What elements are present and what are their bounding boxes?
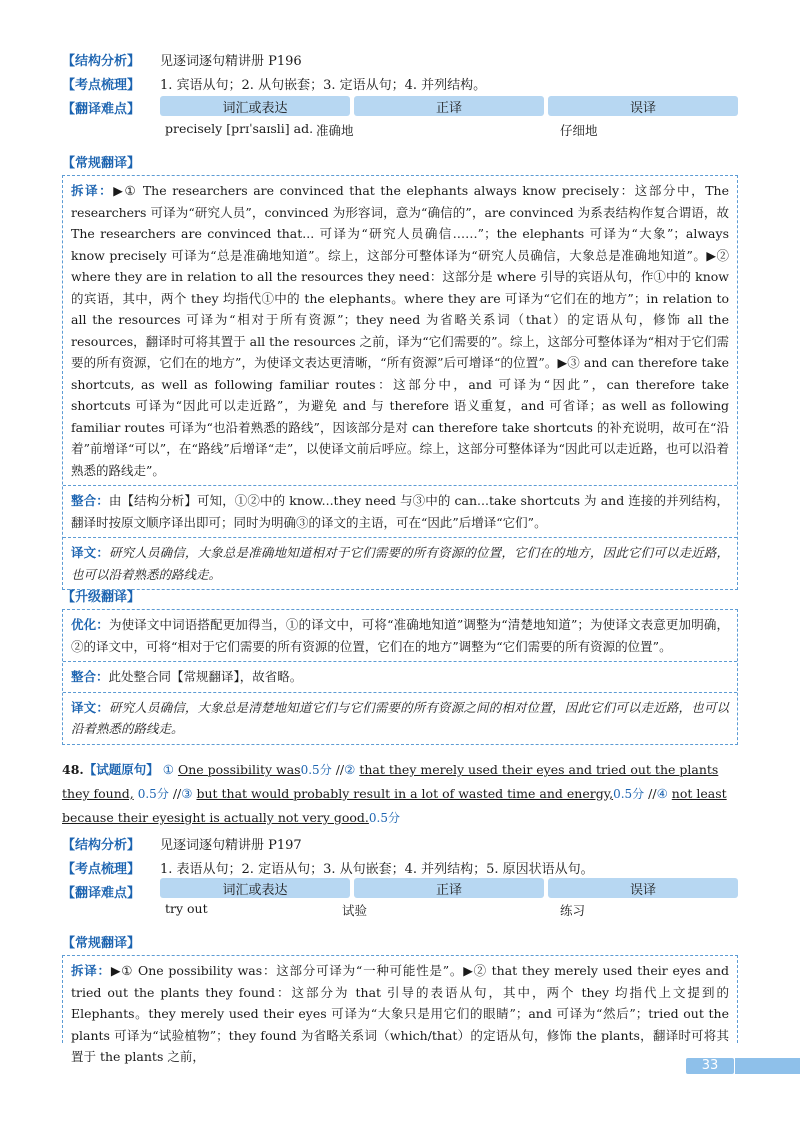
upgrade-zhenghe-text: 此处整合同【常规翻译】，故省略。 bbox=[108, 669, 303, 684]
chaiyi-label-2: 拆译： bbox=[71, 963, 111, 978]
upgrade-zhenghe-block bbox=[63, 661, 737, 692]
yiwen-text: 研究人员确信，大象总是准确地知道相对于它们需要的所有资源的位置，它们在的地方，因此它们可以走近路，也可以沿着熟悉的路线走。 bbox=[71, 545, 729, 582]
upgrade-zhenghe-label: 整合： bbox=[71, 669, 109, 684]
difficulty-label-2: 【翻译难点】 bbox=[62, 886, 141, 901]
table-cell-correct: 准确地 bbox=[316, 123, 354, 138]
table2-cell-correct: 试验 bbox=[342, 903, 368, 918]
phrase-3: but that would probably result in a lot of wasted time and energy, bbox=[196, 786, 614, 801]
yiwen-block bbox=[63, 537, 737, 589]
table-header-correct: 正译 bbox=[354, 96, 544, 116]
table2-header-correct: 正译 bbox=[354, 878, 544, 898]
table-cell-expression: precisely [prɪˈsaɪsli] ad. bbox=[165, 121, 314, 136]
zhenghe-label: 整合： bbox=[71, 493, 109, 508]
chaiyi-text: ▶① The researchers are convinced that the elephants always know precisely：这部分中，The researchers 可译为“研究人员”，convinced 为形容词，意为“确信的”，are convinced 为系表结构作复合谓语，故 The researchers are convinced that... 可译为“研究人员确信……”；the elephants 可译为“大象”；always know precisely 可译为“总是准确地知道”。综上，这部分可整体译为“研究人员确信，大象总是准确地知道”。▶② where they are in relation to all the resources they need：这部分是 where 引导的宾语从句，作①中的 know 的宾语，其中，两个 they 均指代①中的 the elephants。where they are 可译为“它们在的地方”；in relation to all the resources 可译为“相对于所有资源”；they need 为省略关系词（that）的定语从句，修饰 all the resources，翻译时可将其置于 all the resources 之前，译为“它们需要的”。综上，这部分可整体译为“相对于它们需要的所有资源，它们在的地方”，为使译文表达更清晰，“所有资源”后可增译“的位置”。▶③ and can therefore take shortcuts, as well as following familiar routes：这部分中，and 可译为“因此”，can therefore take shortcuts 可译为“因此可以走近路”，为避免 and 与 therefore 语义重复，and 可省译；as well as following familiar routes 可译为“也沿着熟悉的路线”，因该部分是对 can therefore take shortcuts 的补充说明，故可在“沿着”前增译“可以”，在“路线”后增译“走”，以使译文前后呼应。综上，这部分可整体译为“因此可以走近路，也可以沿着熟悉的路线走”。 bbox=[71, 183, 729, 478]
score-3: 0.5分 bbox=[613, 787, 645, 801]
score-1: 0.5分 bbox=[300, 763, 332, 777]
table-cell-wrong: 仔细地 bbox=[560, 123, 598, 138]
exam-points-label-2: 【考点梳理】 bbox=[62, 862, 141, 877]
separator-2: // bbox=[172, 786, 182, 801]
upgrade-translation-box bbox=[62, 609, 738, 745]
youhua-text: 为使译文中词语搭配更加得当，①的译文中，可将“准确地知道”调整为“清楚地知道”；为使译文表意更加明确，②的译文中，可将“相对于它们需要的所有资源的位置，它们在的地方”调整为“它们需要的所有资源的位置”。 bbox=[71, 617, 729, 654]
structure-analysis-value: 见逐词逐句精讲册 P196 bbox=[160, 54, 302, 69]
upgrade-translation-heading: 【升级翻译】 bbox=[62, 590, 141, 605]
upgrade-yiwen-label: 译文： bbox=[71, 699, 109, 715]
chaiyi-label: 拆译： bbox=[71, 183, 114, 198]
structure-analysis-value-2: 见逐词逐句精讲册 P197 bbox=[160, 838, 302, 853]
table2-header-expression: 词汇或表达 bbox=[160, 878, 350, 898]
score-4: 0.5分 bbox=[368, 811, 400, 825]
phrase-2: that they merely used their eyes and tried out the plants they found, bbox=[62, 762, 719, 801]
structure-analysis-label-2: 【结构分析】 bbox=[62, 838, 141, 853]
separator-1: // bbox=[335, 762, 345, 777]
question-number: 48. bbox=[62, 762, 84, 777]
chaiyi-block bbox=[63, 176, 737, 485]
difficulty-label: 【翻译难点】 bbox=[62, 102, 141, 117]
zhenghe-block bbox=[63, 485, 737, 537]
marker-1: ① bbox=[162, 762, 174, 777]
yiwen-label: 译文： bbox=[71, 545, 109, 560]
youhua-block bbox=[63, 610, 737, 661]
marker-4: ④ bbox=[656, 786, 668, 801]
zhenghe-text: 由【结构分析】可知，①②中的 know...they need 与③中的 can...take shortcuts 为 and 连接的并列结构，翻译时按原文顺序译出即可；同时为明确③的译文的主语，可在“因此”后增译“它们”。 bbox=[71, 493, 729, 530]
question-48-original bbox=[62, 758, 740, 830]
regular-translation-heading: 【常规翻译】 bbox=[62, 156, 141, 171]
chaiyi-block-2 bbox=[63, 956, 737, 1072]
upgrade-yiwen-block bbox=[63, 692, 737, 744]
score-2: 0.5分 bbox=[137, 787, 169, 801]
page-number: 33 bbox=[686, 1058, 734, 1074]
table2-cell-wrong: 练习 bbox=[560, 903, 586, 918]
regular-translation-heading-2: 【常规翻译】 bbox=[62, 936, 141, 951]
upgrade-yiwen-text: 研究人员确信，大象总是清楚地知道它们与它们需要的所有资源之间的相对位置，因此它们可以走近路，也可以沿着熟悉的路线走。 bbox=[71, 699, 729, 736]
structure-analysis-label: 【结构分析】 bbox=[62, 54, 141, 69]
marker-2: ② bbox=[344, 762, 356, 777]
table2-cell-expression: try out bbox=[165, 901, 208, 916]
table-header-wrong: 误译 bbox=[548, 96, 738, 116]
regular-translation-box bbox=[62, 175, 738, 590]
phrase-4: not least because their eyesight is actually not very good. bbox=[62, 786, 727, 825]
exam-points-value-2: 1. 表语从句；2. 定语从句；3. 从句嵌套；4. 并列结构；5. 原因状语从句。 bbox=[160, 862, 594, 877]
question-label: 【试题原句】 bbox=[83, 762, 159, 777]
chaiyi-text-2: ▶① One possibility was：这部分可译为“一种可能性是”。▶② that they merely used their eyes and tried out the plants they found：这部分为 that 引导的表语从句，其中，两个 they 均指代上文提到的 Elephants。they merely used their eyes 可译为“大象只是用它们的眼睛”；and 可译为“然后”；tried out the plants 可译为“试验植物”；they found 为省略关系词（which/that）的定语从句，修饰 the plants，翻译时可将其置于 the plants 之前， bbox=[71, 963, 729, 1064]
regular-translation-box-2 bbox=[62, 955, 738, 1064]
table2-header-wrong: 误译 bbox=[548, 878, 738, 898]
marker-3: ③ bbox=[181, 786, 193, 801]
page-edge-band bbox=[735, 1058, 800, 1074]
exam-points-label: 【考点梳理】 bbox=[62, 78, 141, 93]
separator-3: // bbox=[648, 786, 657, 801]
phrase-1: One possibility was bbox=[177, 762, 301, 777]
youhua-label: 优化： bbox=[71, 617, 109, 632]
exam-points-value: 1. 宾语从句；2. 从句嵌套；3. 定语从句；4. 并列结构。 bbox=[160, 78, 487, 93]
table-header-expression: 词汇或表达 bbox=[160, 96, 350, 116]
